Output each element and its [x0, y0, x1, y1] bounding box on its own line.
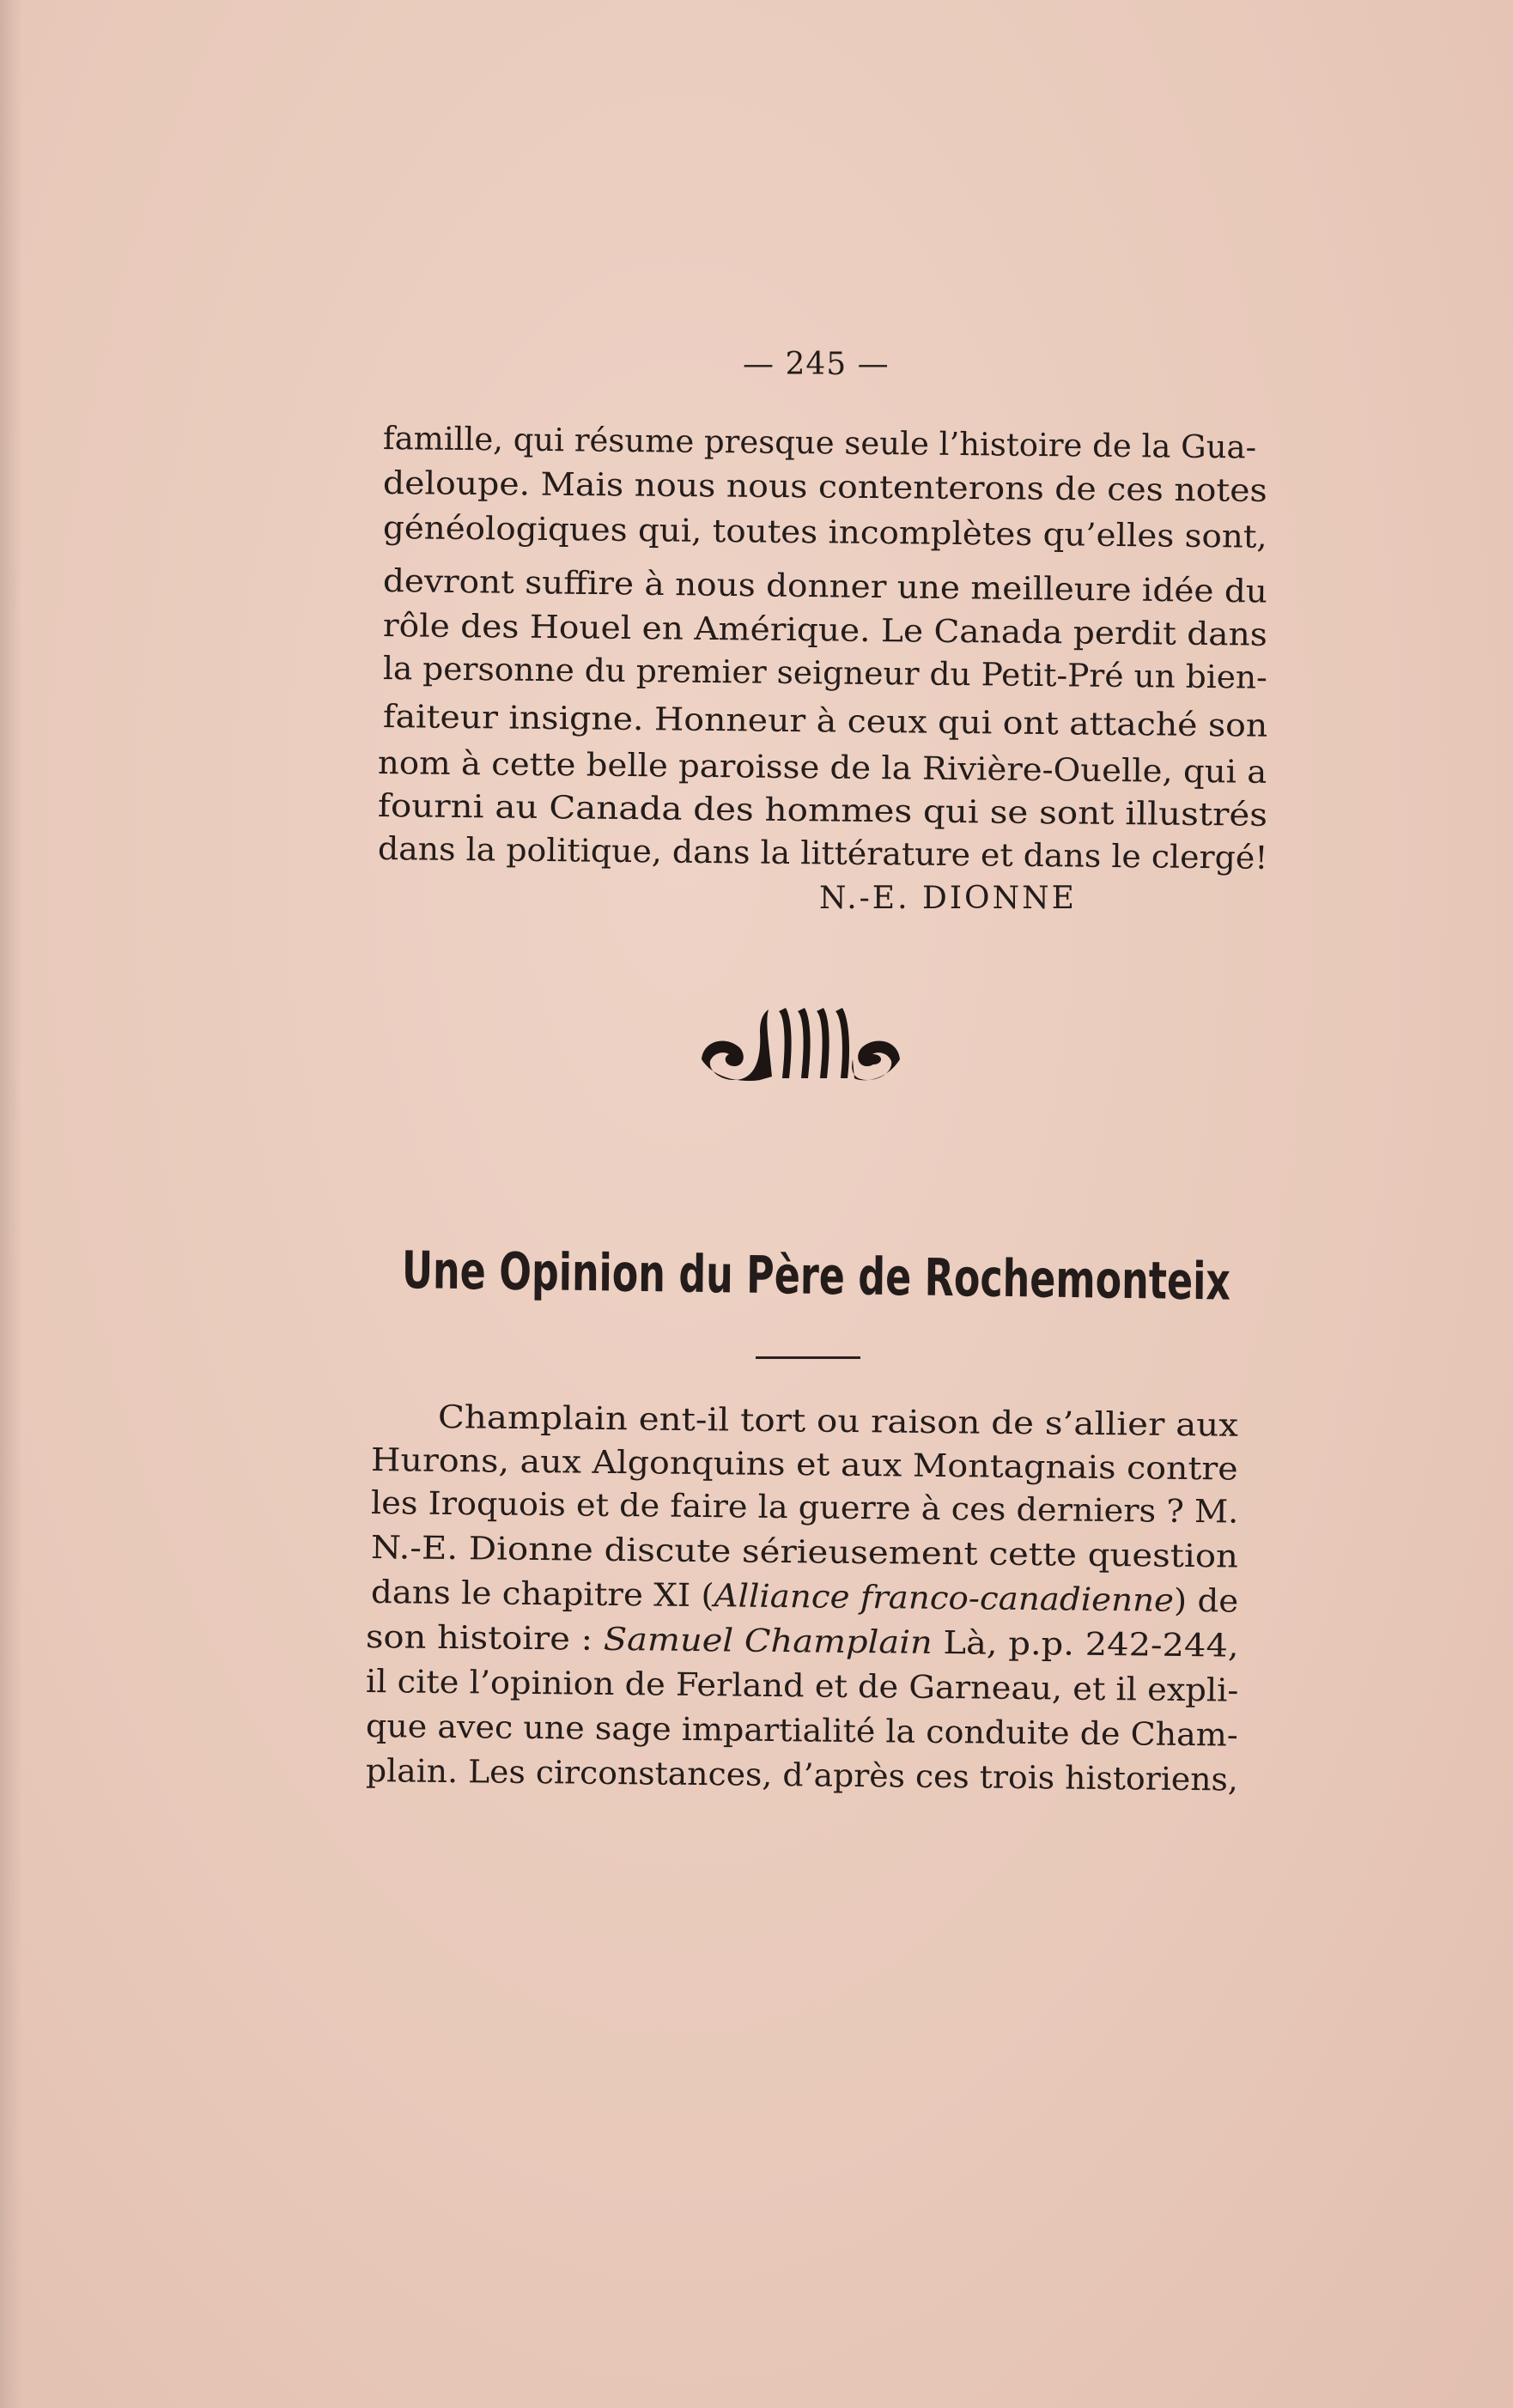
article-line: N.-E. Dionne discute sérieusement cette question	[370, 1529, 1239, 1575]
article-line	[371, 1573, 1239, 1622]
paragraph-line: nom à cette belle paroisse de la Rivière-Ouelle, qui a	[377, 744, 1267, 791]
paragraph-line: devront suffire à nous donner une meilleure idée du	[382, 562, 1268, 610]
page-edge-shadow	[0, 0, 22, 2408]
title-divider	[756, 1356, 860, 1359]
article-line: Hurons, aux Algonquins et aux Montagnais contre	[370, 1441, 1238, 1488]
italic-title: Samuel Champlain	[603, 1620, 933, 1661]
paragraph-line: la personne du premier seigneur du Petit-Pré un bien-	[382, 650, 1268, 696]
line-text: Là, p.p. 242-244,	[932, 1623, 1239, 1665]
article-line: les Iroquois et de faire la guerre à ces derniers ? M.	[370, 1484, 1239, 1531]
line-text: ) de	[1173, 1581, 1239, 1620]
paragraph-line: rôle des Houel en Amérique. Le Canada perdit dans	[382, 607, 1268, 653]
line-text: dans le chapitre XI (	[370, 1574, 714, 1615]
author-signature: N.-E. DIONNE	[819, 881, 1077, 916]
article-line: Champlain ent-il tort ou raison de s’allier aux	[437, 1398, 1239, 1444]
paragraph-line: famille, qui résume presque seule l’histoire de la Gua-	[382, 420, 1257, 466]
page-number: — 245 —	[743, 347, 890, 382]
paragraph-line: dans la politique, dans la littérature et dans le clergé!	[377, 830, 1268, 876]
article-line: que avec une sage impartialité la conduite de Cham-	[365, 1707, 1238, 1754]
article-line	[366, 1617, 1239, 1666]
paragraph-line: deloupe. Mais nous nous contenterons de ces notes	[382, 464, 1267, 509]
line-text: son histoire :	[365, 1618, 605, 1658]
article-line: plain. Les circonstances, d’après ces trois historiens,	[365, 1752, 1239, 1798]
italic-title: Alliance franco-canadienne	[714, 1577, 1175, 1619]
floral-ornament-icon	[700, 1006, 902, 1083]
article-line: il cite l’opinion de Ferland et de Garneau, et il expli-	[365, 1663, 1239, 1709]
paragraph-line: généologiques qui, toutes incomplètes qu’elles sont,	[382, 509, 1267, 555]
paragraph-line: fourni au Canada des hommes qui se sont illustrés	[377, 787, 1268, 834]
article-title: Une Opinion du Père de Rochemonteix	[401, 1240, 1231, 1313]
paragraph-line: faiteur insigne. Honneur à ceux qui ont attaché son	[382, 698, 1268, 744]
